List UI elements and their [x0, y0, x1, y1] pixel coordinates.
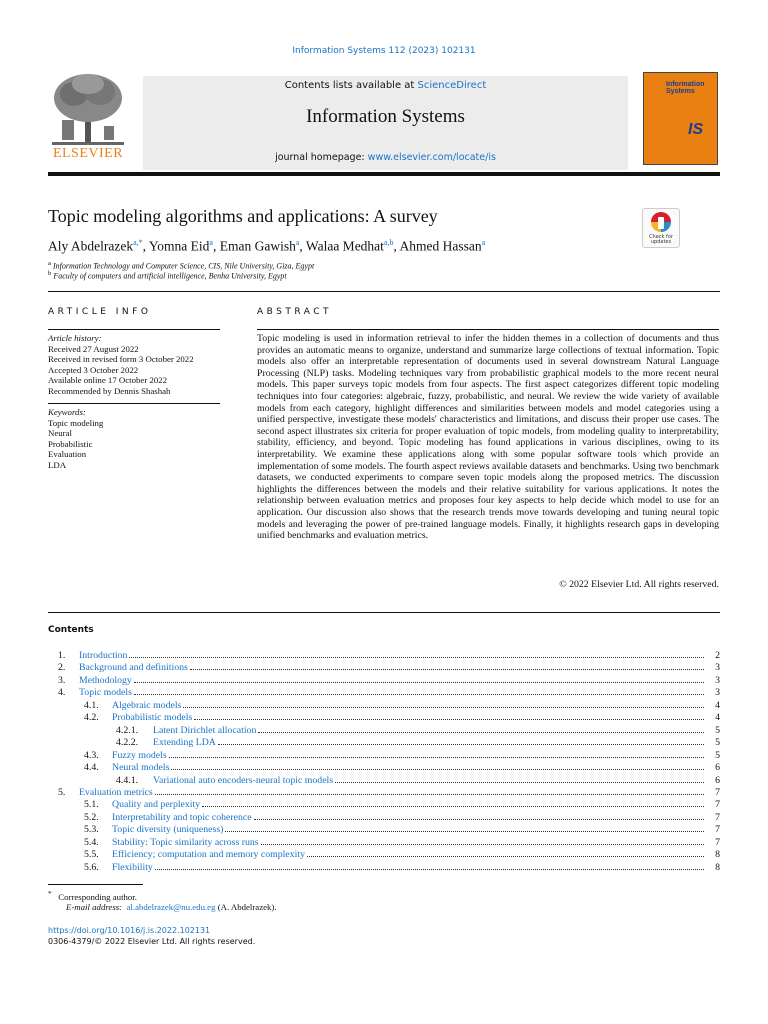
toc-entry[interactable] [48, 700, 720, 712]
toc-leader-dots [169, 757, 704, 758]
toc-entry-line [112, 799, 706, 811]
affiliation-marker: a [48, 260, 51, 267]
toc-entry-link[interactable]: Neural models [112, 762, 170, 774]
toc-entry[interactable] [48, 675, 720, 687]
affiliation-text: Faculty of computers and artificial intelligence, Benha University, Egypt [53, 271, 287, 281]
toc-entry-page: 3 [715, 687, 720, 699]
toc-entry-page: 8 [715, 849, 720, 861]
history-item: Received in revised form 3 October 2022 [48, 354, 194, 364]
cover-title: Information Systems [666, 81, 705, 95]
toc-entry[interactable] [48, 787, 720, 799]
toc-leader-dots [258, 732, 704, 733]
author-list [48, 238, 485, 255]
toc-entry-number: 4.2.1. [116, 724, 139, 736]
homepage-link[interactable]: www.elsevier.com/locate/is [367, 152, 496, 163]
toc-entry-number: 5.3. [84, 824, 99, 836]
toc-entry[interactable] [48, 725, 720, 737]
toc-entry-page: 4 [715, 699, 720, 711]
toc-entry-line [112, 824, 706, 836]
keywords-rule [48, 403, 220, 404]
toc-entry[interactable] [48, 750, 720, 762]
toc-entry-line [112, 750, 706, 762]
toc-entry[interactable] [48, 812, 720, 824]
publisher-name: ELSEVIER [52, 146, 124, 161]
toc-leader-dots [134, 682, 704, 683]
toc-entry-link[interactable]: Variational auto encoders-neural topic models [153, 774, 334, 786]
toc-entry-line [79, 675, 706, 687]
toc-leader-dots [225, 831, 704, 832]
toc-entry-link[interactable]: Extending LDA [153, 737, 216, 749]
keywords [48, 407, 220, 470]
toc-entry-line [112, 862, 706, 874]
toc-leader-dots [134, 694, 704, 695]
toc-entry-line [112, 837, 706, 849]
corresponding-label: Corresponding author. [58, 891, 137, 902]
article-history [48, 333, 220, 396]
toc-entry-number: 5.2. [84, 811, 99, 823]
toc-entry-line [79, 787, 706, 799]
toc-entry-number: 4.2.2. [116, 737, 139, 749]
email-note [66, 902, 277, 912]
affiliation-marker: b [48, 270, 52, 277]
toc-entry[interactable] [48, 687, 720, 699]
toc-entry-link[interactable]: Methodology [79, 674, 132, 686]
crossmark-label: Check for updates [649, 234, 673, 245]
section-divider [48, 291, 720, 292]
toc-leader-dots [218, 744, 704, 745]
contents-heading: Contents [48, 625, 94, 635]
toc-entry-page: 7 [715, 811, 720, 823]
toc-entry-page: 5 [715, 749, 720, 761]
toc-entry[interactable] [48, 712, 720, 724]
toc-entry-line [79, 662, 706, 674]
toc-entry-number: 5.1. [84, 799, 99, 811]
toc-entry-line [79, 687, 706, 699]
author-affiliation-sup[interactable]: a [209, 238, 213, 247]
sciencedirect-link[interactable]: ScienceDirect [417, 80, 487, 91]
abstract-copyright: © 2022 Elsevier Ltd. All rights reserved. [559, 579, 719, 590]
toc-entry-link[interactable]: Stability: Topic similarity across runs [112, 836, 259, 848]
toc-entry-page: 3 [715, 662, 720, 674]
keyword: Evaluation [48, 449, 87, 459]
header-rule [48, 172, 720, 176]
toc-entry-page: 5 [715, 737, 720, 749]
toc-entry-number: 4.1. [84, 699, 99, 711]
journal-reference[interactable]: Information Systems 112 (2023) 102131 [292, 46, 476, 56]
issn-copyright: 0306-4379/© 2022 Elsevier Ltd. All rights reserved. [48, 937, 256, 946]
toc-leader-dots [129, 657, 704, 658]
email-link[interactable]: al.abdelrazek@nu.edu.eg [126, 902, 216, 912]
abstract-text: Topic modeling is used in information retrieval to infer the hidden themes in a collection of documents and thus provides an automatic means to organize, understand and summarize large collections of textual information. Topic models also offer an interpretable representation of documents used in several downstream Natural Language Processing (NLP) tasks. Modeling techniques vary from probabilistic graphical models to the more recent neural models. This paper surveys topic models from four aspects. The first aspect categorizes different topic modeling techniques into four categories: algebraic, fuzzy, probabilistic, and neural. We review the wide variety of available models from each category, highlight differences and similarities between models and model categories using a unified perspective, investigate these models' characteristics and limitations, and discuss their proper use cases. The second aspect illustrates six criteria for proper evaluation of topic models, from modeling quality to interpretability, stability, efficiency, and beyond. Topic modeling has found applications in various disciplines, owing to its interpretability. We examine these applications along with some popular software tools which provide an implementation of some models. The fourth aspect reviews available datasets and benchmarks. Using two benchmark datasets, we conducted experiments to compare seven topic models along the proposed metrics. The discussion highlights the differences between the models and their relative suitability for various applications. It notes the relationship between evaluation metrics and proposes four key aspects to help decide which model to use for an application. Our discussion also shows that the research trends move towards developing and tuning neural topic models and leveraging the power of pre-trained language models. Finally, it highlights research gaps in developing unified benchmarks and evaluation metrics. [257, 333, 719, 542]
toc-entry-page: 7 [715, 786, 720, 798]
history-item: Available online 17 October 2022 [48, 375, 168, 385]
toc-entry-line [153, 737, 706, 749]
toc-entry-link[interactable]: Interpretability and topic coherence [112, 811, 252, 823]
journal-cover-thumbnail[interactable] [643, 72, 718, 165]
toc-leader-dots [254, 819, 704, 820]
elsevier-logo [48, 70, 128, 166]
toc-entry-line [79, 650, 706, 662]
toc-entry-line [112, 712, 706, 724]
article-info-rule [48, 329, 220, 330]
author-name[interactable]: Aly Abdelrazek [48, 238, 134, 254]
article-title: Topic modeling algorithms and applications: A survey [48, 206, 438, 226]
toc-entry-page: 3 [715, 674, 720, 686]
toc-entry-link[interactable]: Topic diversity (uniqueness) [112, 824, 224, 836]
abstract-heading: ABSTRACT [257, 307, 333, 317]
toc-leader-dots [183, 707, 704, 708]
affiliation-text: Information Technology and Computer Science, CIS, Nile University, Giza, Egypt [52, 261, 315, 271]
homepage-line [143, 152, 628, 163]
toc-entry-link[interactable]: Evaluation metrics [79, 786, 153, 798]
author-name[interactable]: Eman Gawish [219, 238, 296, 254]
footnote-marker: * [48, 889, 52, 898]
keyword: Topic modeling [48, 417, 104, 428]
toc-entry-number: 5.5. [84, 849, 99, 861]
toc-entry-line [153, 725, 706, 737]
email-suffix: (A. Abdelrazek). [217, 902, 277, 912]
toc-entry[interactable] [48, 775, 720, 787]
email-label: E-mail address: [66, 902, 123, 912]
author-separator: , [142, 238, 147, 254]
toc-entry-number: 1. [58, 650, 66, 661]
contents-line [143, 80, 628, 91]
corresponding-author-note [48, 889, 137, 902]
crossmark-badge[interactable] [642, 208, 680, 248]
toc-entry-number: 4.3. [84, 749, 99, 761]
affiliation [48, 270, 287, 281]
toc-entry-line [112, 849, 706, 861]
toc-entry-link[interactable]: Efficiency; computation and memory complexity [112, 849, 305, 861]
toc-entry-page: 8 [715, 861, 720, 873]
toc-entry-page: 7 [715, 799, 720, 811]
toc-entry-link[interactable]: Probabilistic models [112, 712, 193, 724]
toc-entry-link[interactable]: Flexibility [112, 861, 153, 873]
author-name[interactable]: Yomna Eid [148, 238, 210, 254]
doi-link[interactable]: https://doi.org/10.1016/j.is.2022.102131 [48, 926, 211, 935]
homepage-prefix: journal homepage: [275, 152, 365, 163]
toc-entry-page: 4 [715, 712, 720, 724]
author-name[interactable]: Walaa Medhat [305, 238, 384, 254]
toc-entry-number: 3. [58, 674, 66, 686]
toc-entry[interactable] [48, 849, 720, 861]
contents-prefix: Contents lists available at [284, 80, 415, 91]
toc-entry-line [112, 812, 706, 824]
toc-entry-number: 4. [58, 687, 66, 699]
toc-leader-dots [202, 806, 704, 807]
history-label: Article history: [48, 333, 102, 343]
toc-entry-page: 5 [715, 724, 720, 736]
masthead [48, 70, 720, 170]
contents-divider [48, 612, 720, 613]
toc-entry-link[interactable]: Fuzzy models [112, 749, 167, 761]
author-affiliation-sup[interactable]: a,* [133, 238, 143, 247]
toc-entry-number: 2. [58, 662, 66, 674]
toc-entry-page: 7 [715, 836, 720, 848]
history-item: Received 27 August 2022 [48, 343, 139, 354]
author-separator: , [393, 238, 397, 254]
toc-entry[interactable] [48, 837, 720, 849]
toc-entry-page: 6 [715, 774, 720, 786]
keyword: Probabilistic [48, 438, 93, 449]
toc-entry-page: 2 [715, 650, 720, 661]
toc-entry-link[interactable]: Introduction [79, 650, 128, 661]
author-separator: , [299, 238, 303, 254]
toc-leader-dots [194, 719, 704, 720]
toc-entry-number: 5.4. [84, 836, 99, 848]
author-affiliation-sup[interactable]: a [295, 238, 300, 247]
journal-title: Information Systems [306, 106, 465, 127]
toc-entry-link[interactable]: Algebraic models [112, 699, 182, 711]
toc-entry[interactable] [48, 799, 720, 811]
toc-leader-dots [171, 769, 704, 770]
history-item: Accepted 3 October 2022 [48, 364, 139, 375]
toc-leader-dots [155, 794, 704, 795]
toc-entry-number: 4.4. [84, 762, 99, 774]
keyword: LDA [48, 459, 67, 470]
toc-entry-link[interactable]: Latent Dirichlet allocation [153, 724, 257, 736]
toc-entry-link[interactable]: Topic models [79, 687, 132, 699]
toc-entry-line [112, 700, 706, 712]
author-affiliation-sup[interactable]: a,b [383, 238, 394, 247]
toc-entry-page: 6 [715, 762, 720, 774]
toc-entry[interactable] [48, 862, 720, 874]
toc-entry-page: 7 [715, 824, 720, 836]
toc-entry[interactable] [48, 762, 720, 774]
keywords-label: Keywords: [48, 407, 86, 417]
toc-entry-line [112, 762, 706, 774]
toc-leader-dots [261, 844, 704, 845]
cover-is-logo: IS [688, 121, 704, 138]
toc-entry-number: 4.2. [84, 712, 99, 724]
toc-leader-dots [155, 869, 704, 870]
toc-leader-dots [307, 856, 704, 857]
keyword: Neural [48, 428, 72, 438]
toc-entry-link[interactable]: Background and definitions [79, 662, 188, 674]
toc-entry[interactable] [48, 737, 720, 749]
journal-masthead-box [143, 76, 628, 170]
author-affiliation-sup[interactable]: a [481, 238, 486, 247]
toc-leader-dots [335, 782, 704, 783]
toc-leader-dots [190, 669, 704, 670]
toc-entry[interactable] [48, 650, 720, 662]
toc-entry[interactable] [48, 824, 720, 836]
article-info-heading: ARTICLE INFO [48, 307, 152, 317]
toc-entry[interactable] [48, 662, 720, 674]
toc-entry-number: 5.6. [84, 861, 99, 873]
history-item: Recommended by Dennis Shashah [48, 385, 171, 396]
footnote-rule [48, 884, 143, 885]
author-separator: , [212, 238, 217, 254]
toc-entry-line [153, 775, 706, 787]
author-name[interactable]: Ahmed Hassan [399, 238, 482, 254]
toc-entry-link[interactable]: Quality and perplexity [112, 799, 201, 811]
abstract-rule [257, 329, 719, 330]
crossmark-icon [643, 209, 679, 235]
toc-entry-number: 5. [58, 786, 66, 798]
toc-entry-number: 4.4.1. [116, 774, 139, 786]
elsevier-tree-icon [48, 70, 128, 148]
